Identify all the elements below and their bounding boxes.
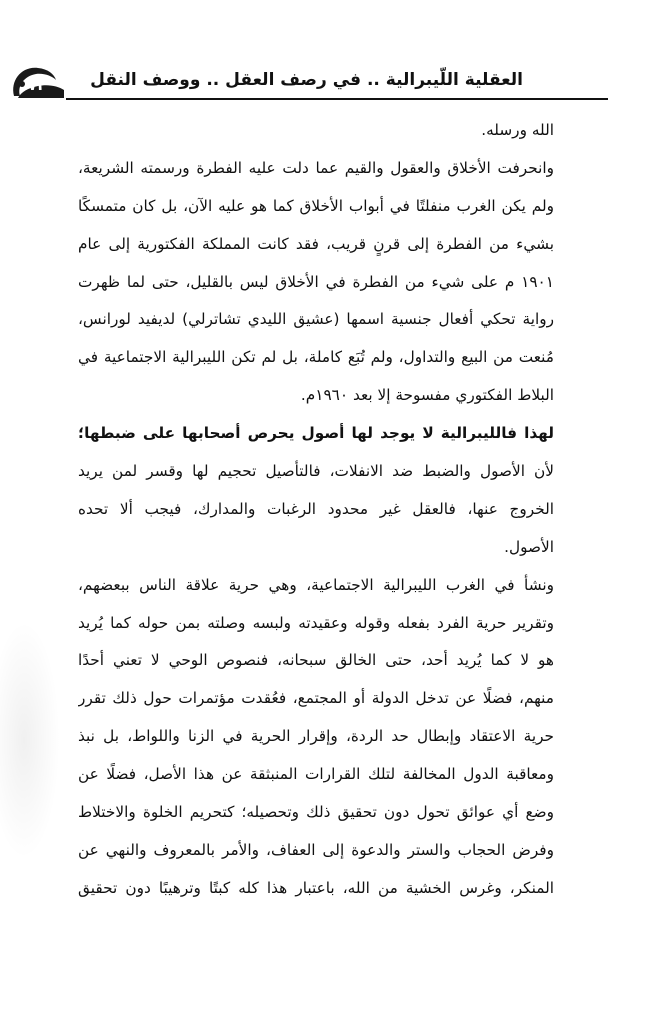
paragraph — [78, 112, 554, 150]
text-line: الخروج عنها، فالعقل غير محدود الرغبات والمدارك، فيجب ألا تحده — [78, 499, 554, 518]
text-line: ونشأ في الغرب الليبرالية الاجتماعية، وهي حرية علاقة الناس ببعضهم، — [78, 575, 554, 594]
body-text — [78, 112, 554, 908]
text-line: وانحرفت الأخلاق والعقول والقيم عما دلت عليه الفطرة ورسمته الشريعة، — [78, 158, 554, 177]
page-header — [8, 62, 608, 102]
text-line: لأن الأصول والضبط ضد الانفلات، فالتأصيل تحجيم لها وقسر لمن يريد — [78, 462, 554, 481]
paragraph — [78, 567, 554, 908]
text-line: مُنعت من البيع والتداول، ولم تُبَع كاملة، بل لم تكن الليبرالية الاجتماعية في — [78, 348, 554, 367]
text-line: بشيء من الفطرة إلى قرنٍ قريب، فقد كانت المملكة الفكتورية إلى عام — [78, 234, 554, 253]
text-line: ولم يكن الغرب منفلتًا في أبواب الأخلاق كما هو عليه الآن، بل كان متمسكًا — [78, 196, 554, 215]
text-line: ومعاقبة الدول المخالفة لتلك القرارات المنبثقة عن هذا الأصل، فضلًا عن — [78, 765, 554, 784]
text-line: وفرض الحجاب والستر والدعوة إلى العفاف، والأمر بالمعروف والنهي عن — [78, 840, 554, 859]
text-line: وضع أي عوائق تحول دون تحقيق ذلك وتحصيله؛ كتحريم الخلوة والاختلاط — [78, 803, 554, 822]
page-number: ٧٣ — [27, 76, 47, 94]
page-number-badge — [8, 62, 64, 102]
scan-shadow — [0, 620, 60, 860]
paragraph — [78, 415, 554, 567]
text-line: المنكر، وغرس الخشية من الله، باعتبار هذا كله كبتًا وترهيبًا دون تحقيق — [78, 878, 554, 897]
text-line: لهذا فالليبرالية لا يوجد لها أصول يحرص أصحابها على ضبطها؛ — [78, 424, 554, 443]
text-line: حرية الاعتقاد وإبطال حد الردة، وإقرار الحرية في الزنا واللواط، بل نبذ — [78, 727, 554, 746]
text-line: وتقرير حرية الفرد بفعله وقوله وعقيدته ولبسه وصلته بمن حوله كما يُريد — [78, 613, 554, 632]
text-line: البلاط الفكتوري مفسوحة إلا بعد ١٩٦٠م. — [300, 386, 554, 405]
text-line: منهم، فضلًا عن تدخل الدولة أو المجتمع، فعُقدت مؤتمرات حول ذلك تقرر — [78, 689, 554, 708]
text-line: الأصول. — [504, 537, 554, 556]
text-line: هو لا كما يُريد أحد، حتى الخالق سبحانه، فنصوص الوحي لا تعني أحدًا — [78, 651, 554, 670]
running-header-title: العقلية اللّيبرالية .. في رصف العقل .. ووصف النقل — [90, 70, 523, 90]
text-line: ١٩٠١ م على شيء من الفطرة في الأخلاق ليس بالقليل، حتى لما ظهرت — [78, 272, 554, 291]
paragraph — [78, 150, 554, 415]
header-divider — [66, 98, 608, 100]
text-line: الله ورسله. — [481, 121, 554, 139]
text-line: رواية تحكي أفعال جنسية اسمها (عشيق الليدي تشاترلي) لديفيد لورانس، — [78, 310, 554, 329]
